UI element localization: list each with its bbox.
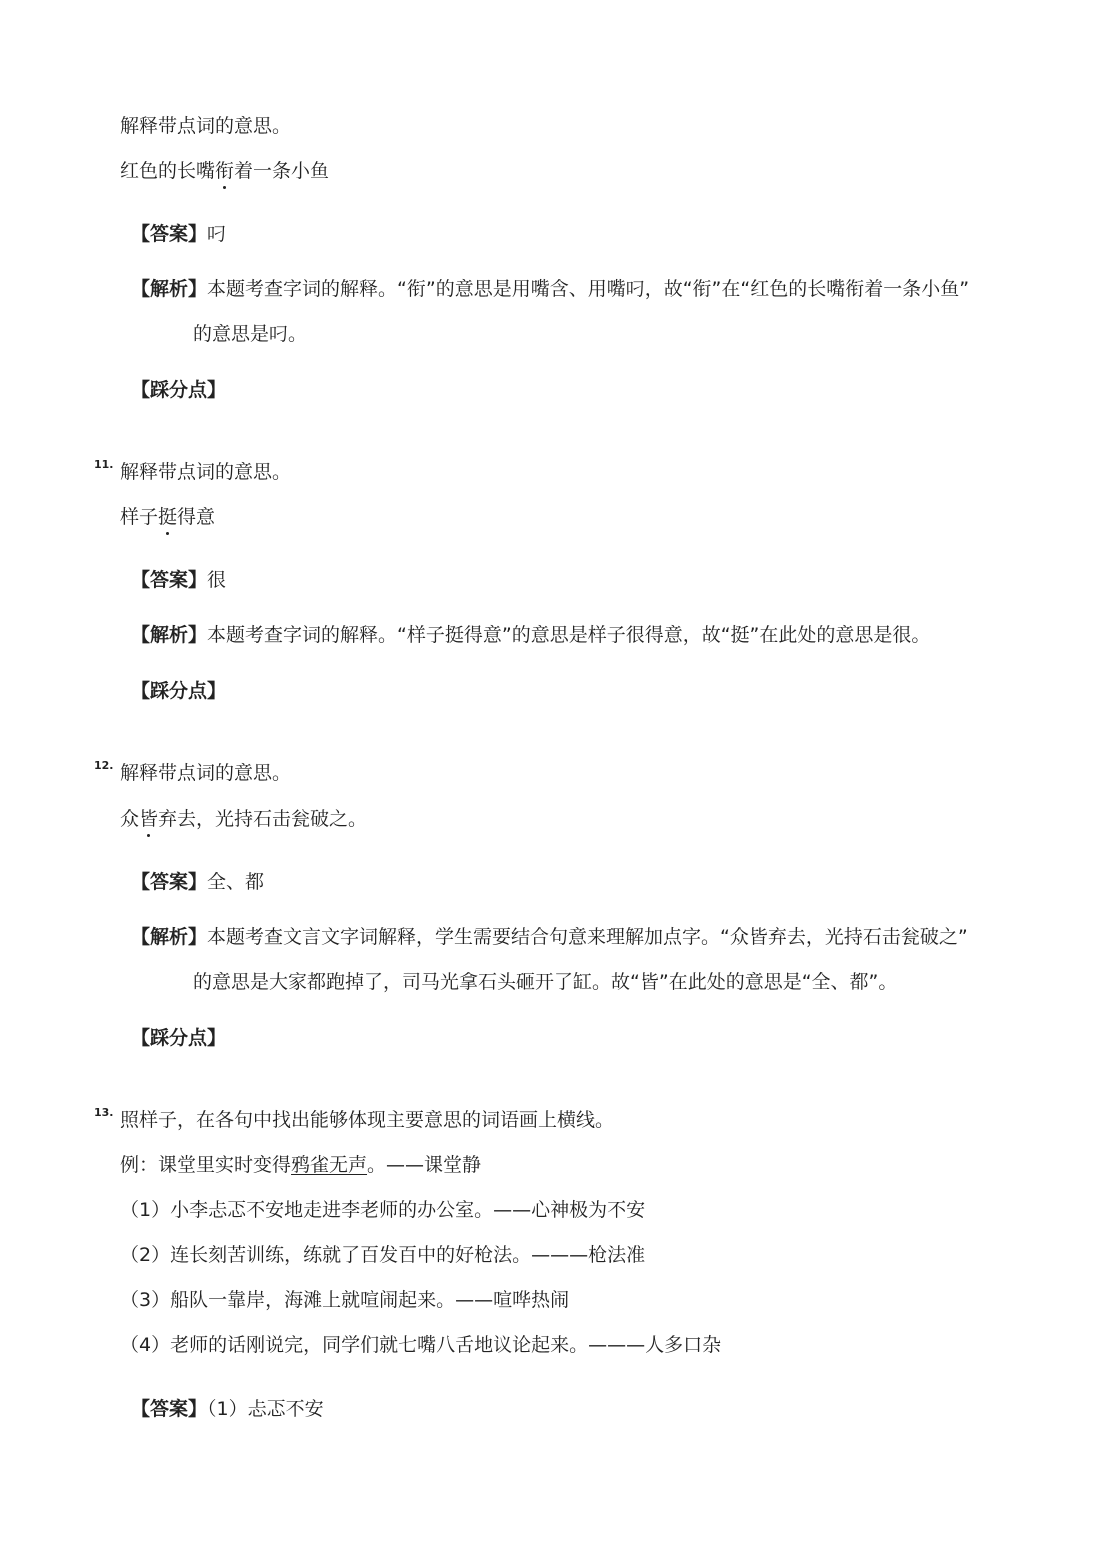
analysis-label: 【解析】: [131, 624, 208, 646]
q13-item-4: [120, 1333, 721, 1357]
answer-text: 全、都: [207, 871, 265, 893]
q12-sentence-before: 众: [120, 808, 140, 830]
q13-answer: [131, 1397, 324, 1421]
item-number: （3）: [120, 1289, 171, 1311]
q13-number: 13.: [94, 1106, 114, 1119]
q10-analysis-cont: 的意思是叼。: [193, 323, 308, 345]
q10-analysis: [131, 277, 969, 301]
q10-points-label: 【踩分点】: [131, 379, 227, 401]
answer-label: 【答案】: [131, 1398, 208, 1420]
q13-item-3: [120, 1288, 569, 1312]
answer-text: 很: [207, 569, 227, 591]
q12-sentence-after: 弃去，光持石击瓮破之。: [158, 808, 368, 830]
q12-dotted-word: 皆: [139, 808, 159, 830]
q13-example-after: 。——课堂静: [367, 1154, 482, 1176]
q11-dotted-word: 挺: [158, 506, 178, 528]
q12-analysis: [131, 925, 968, 949]
q11-sentence: [120, 505, 215, 529]
q13-item-1: [120, 1198, 645, 1222]
q12-analysis-cont: 的意思是大家都跑掉了，司马光拿石头砸开了缸。故“皆”在此处的意思是“全、都”。: [193, 971, 898, 993]
q12-number: 12.: [94, 759, 114, 772]
answer-label: 【答案】: [131, 569, 208, 591]
item-text: 老师的话刚说完，同学们就七嘴八舌地议论起来。———人多口杂: [170, 1334, 722, 1356]
analysis-text: 本题考查字词的解释。“样子挺得意”的意思是样子很得意，故“挺”在此处的意思是很。: [207, 624, 931, 646]
q12-points-label: 【踩分点】: [131, 1027, 227, 1049]
analysis-label: 【解析】: [131, 926, 208, 948]
q11-sentence-before: 样子: [120, 506, 159, 528]
item-text: 小李忐忑不安地走进李老师的办公室。——心神极为不安: [170, 1199, 646, 1221]
q11-prompt: 解释带点词的意思。: [120, 461, 292, 483]
q11-answer: [131, 568, 226, 592]
analysis-text: 本题考查字词的解释。“衔”的意思是用嘴含、用嘴叼，故“衔”在“红色的长嘴衔着一条小鱼”: [207, 278, 970, 300]
item-text: 船队一靠岸，海滩上就喧闹起来。——喧哗热闹: [170, 1289, 570, 1311]
q10-sentence-after: 着一条小鱼: [234, 160, 330, 182]
q13-prompt: 照样子，在各句中找出能够体现主要意思的词语画上横线。: [120, 1109, 615, 1131]
q12-prompt: 解释带点词的意思。: [120, 762, 292, 784]
q11-number: 11.: [94, 458, 114, 471]
answer-label: 【答案】: [131, 223, 208, 245]
q10-answer: [131, 222, 226, 246]
answer-text: （1）忐忑不安: [207, 1398, 324, 1420]
q10-sentence: [120, 159, 329, 183]
q13-item-2: [120, 1243, 645, 1267]
answer-label: 【答案】: [131, 871, 208, 893]
q13-example: [120, 1153, 481, 1177]
answer-text: 叼: [207, 223, 227, 245]
q10-dotted-word: 衔: [215, 160, 235, 182]
q11-points-label: 【踩分点】: [131, 680, 227, 702]
q11-analysis: [131, 623, 930, 647]
q10-prompt: 解释带点词的意思。: [120, 115, 292, 137]
q13-example-underlined: 鸦雀无声: [291, 1154, 368, 1176]
analysis-text: 本题考查文言文字词解释，学生需要结合句意来理解加点字。“众皆弃去，光持石击瓮破之”: [207, 926, 968, 948]
q13-example-before: 例：课堂里实时变得: [120, 1154, 292, 1176]
item-number: （4）: [120, 1334, 171, 1356]
item-number: （1）: [120, 1199, 171, 1221]
item-number: （2）: [120, 1244, 171, 1266]
analysis-label: 【解析】: [131, 278, 208, 300]
q10-sentence-before: 红色的长嘴: [120, 160, 216, 182]
q11-sentence-after: 得意: [177, 506, 216, 528]
q12-sentence: [120, 807, 367, 831]
q12-answer: [131, 870, 264, 894]
item-text: 连长刻苦训练，练就了百发百中的好枪法。———枪法准: [170, 1244, 646, 1266]
